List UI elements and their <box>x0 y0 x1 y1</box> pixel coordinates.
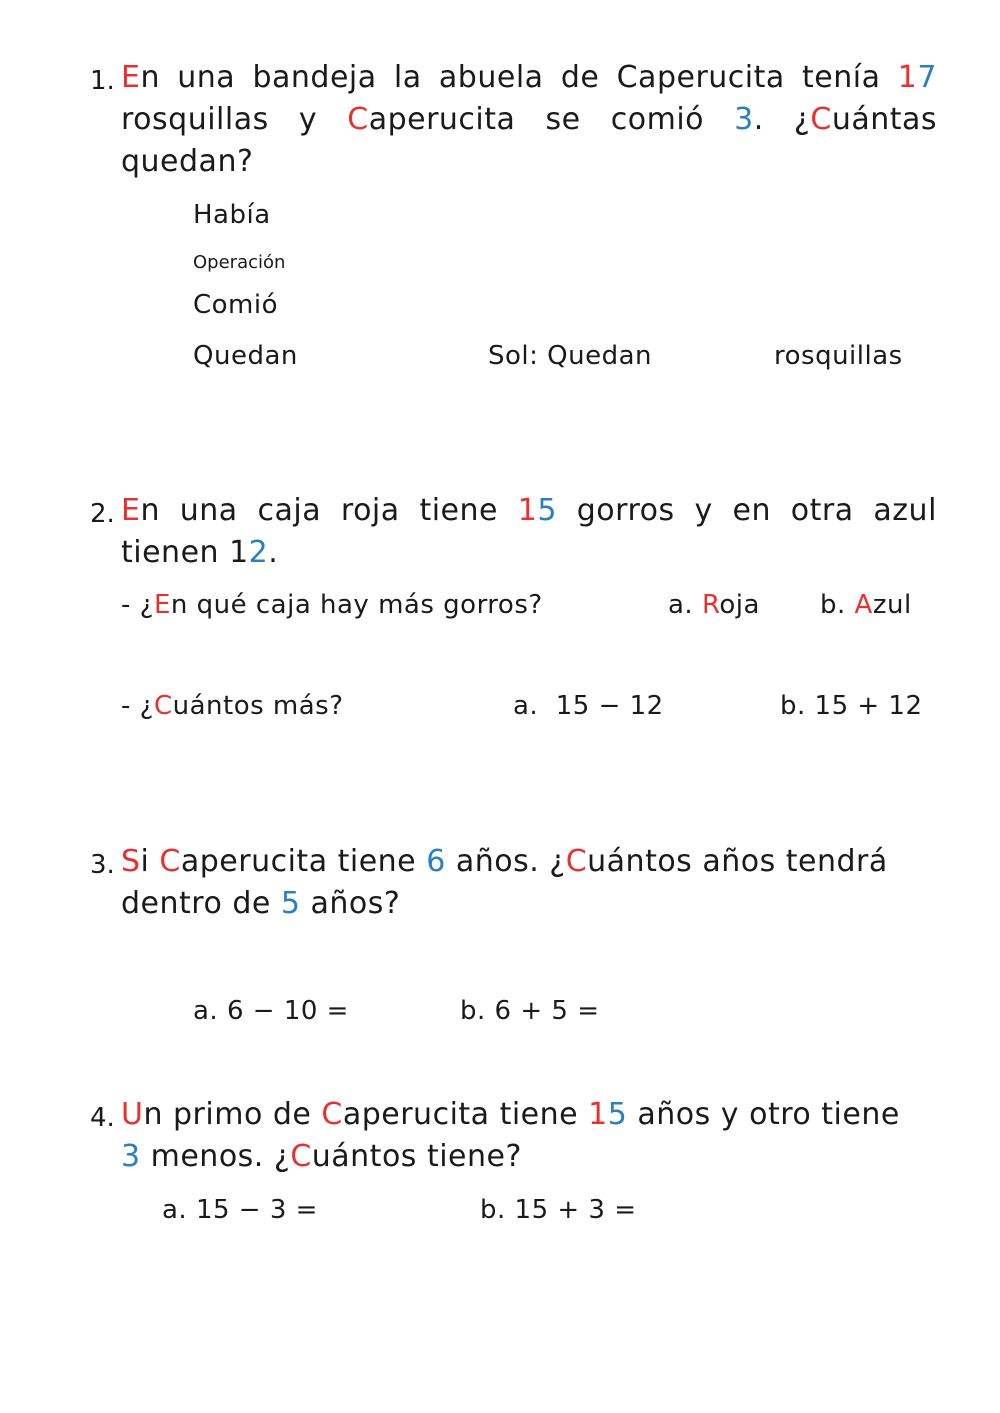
problem-number: 3. <box>90 850 115 880</box>
problem-line: Un primo de Caperucita tiene 15 años y otro tiene <box>121 1097 900 1132</box>
option-a[interactable]: a. Roja <box>668 590 760 620</box>
option-b[interactable]: b. 6 + 5 = <box>460 996 600 1026</box>
problem-line: En una bandeja la abuela de Caperucita tenía 17 <box>121 60 937 95</box>
problem-number: 2. <box>90 499 115 529</box>
option-a[interactable]: a. 6 − 10 = <box>193 996 349 1026</box>
solution-label: Sol: Quedan <box>488 341 653 371</box>
problem-line: rosquillas y Caperucita se comió 3. ¿Cuántas <box>121 102 937 137</box>
label-quedan: Quedan <box>193 341 298 371</box>
question-which-box: - ¿En qué caja hay más gorros? <box>121 590 543 620</box>
question-how-many-more: - ¿Cuántos más? <box>121 691 344 721</box>
problem-line: Si Caperucita tiene 6 años. ¿Cuántos años tendrá <box>121 844 888 879</box>
option-a[interactable]: a. 15 − 12 <box>513 691 664 721</box>
option-b[interactable]: b. 15 + 12 <box>780 691 923 721</box>
problem-line: quedan? <box>121 144 254 179</box>
problem-line: dentro de 5 años? <box>121 886 401 921</box>
problem-line: En una caja roja tiene 15 gorros y en otra azul <box>121 493 937 528</box>
label-comio: Comió <box>193 290 279 320</box>
problem-number: 4. <box>90 1103 115 1133</box>
solution-unit: rosquillas <box>774 341 903 371</box>
problem-number: 1. <box>90 66 115 96</box>
option-b[interactable]: b. 15 + 3 = <box>480 1195 637 1225</box>
option-a[interactable]: a. 15 − 3 = <box>162 1195 318 1225</box>
option-b[interactable]: b. Azul <box>820 590 912 620</box>
label-operacion: Operación <box>193 252 286 273</box>
problem-line: 3 menos. ¿Cuántos tiene? <box>121 1139 522 1174</box>
label-habia: Había <box>193 200 271 230</box>
problem-line: tienen 12. <box>121 535 279 570</box>
